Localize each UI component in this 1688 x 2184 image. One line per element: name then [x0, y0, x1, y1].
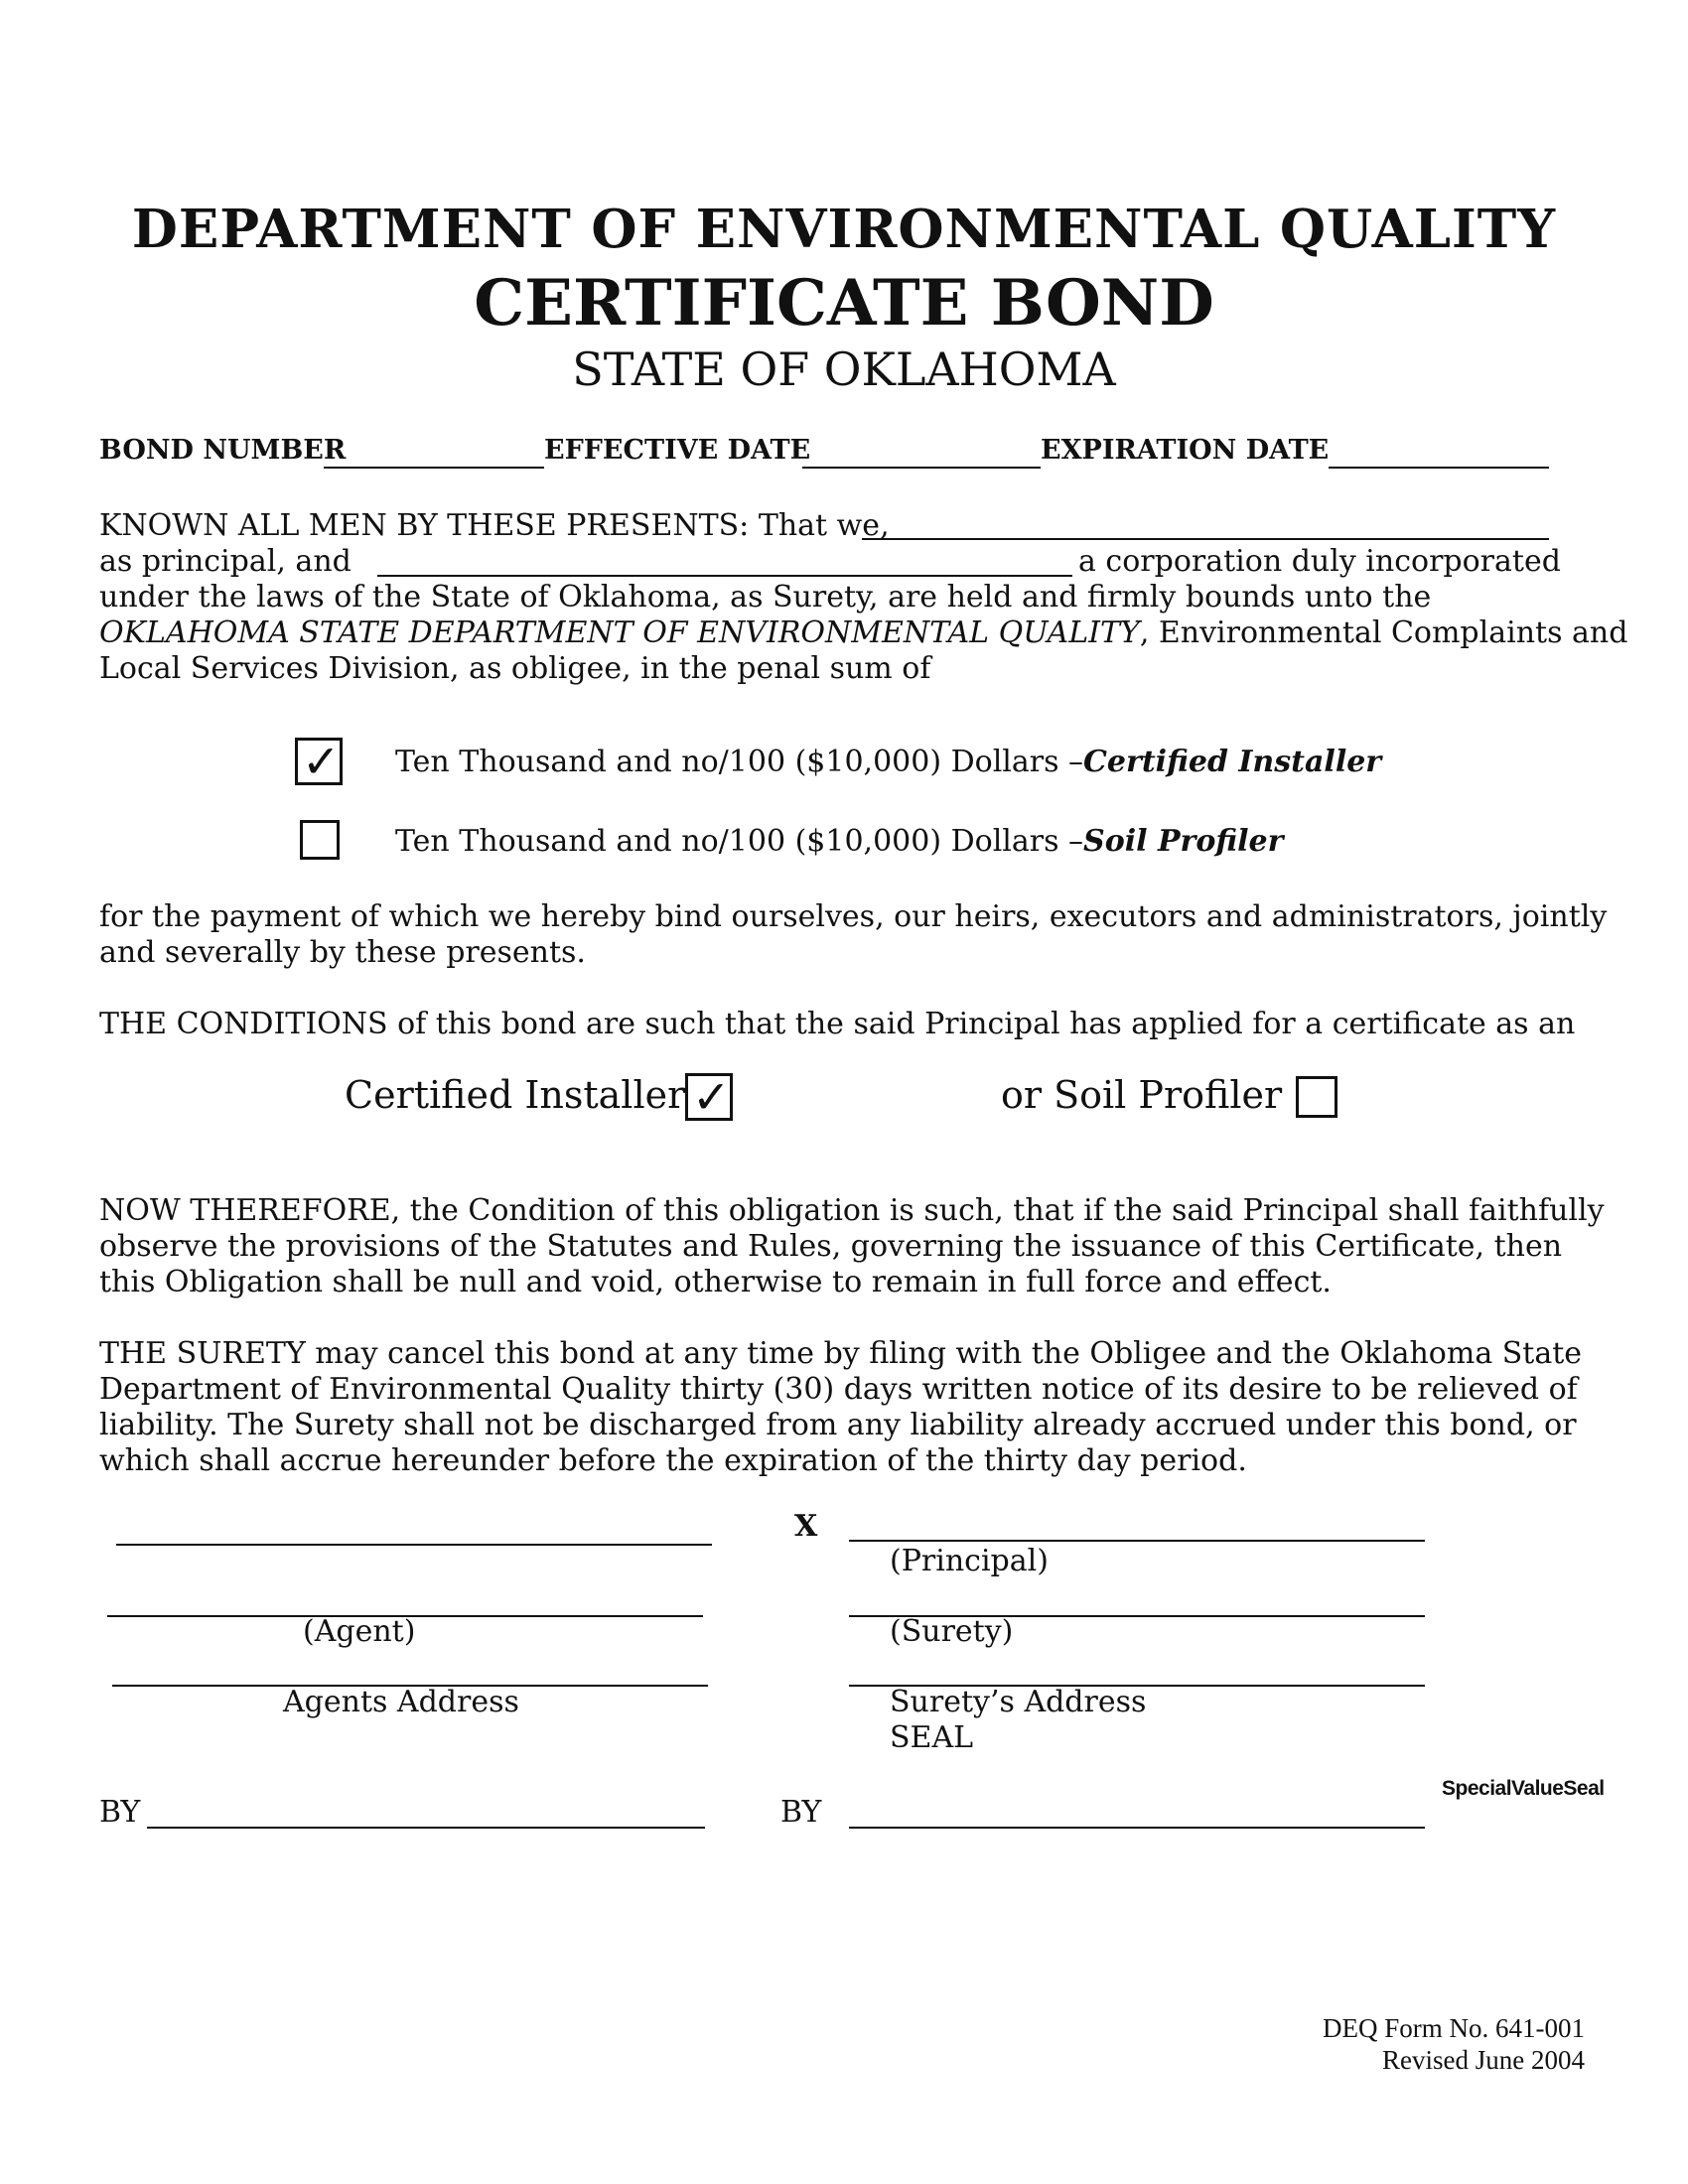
soil-profiler-sum-checkbox[interactable] [300, 820, 340, 860]
bond-number-field[interactable] [324, 467, 544, 469]
agents-address-label: Agents Address [283, 1685, 519, 1719]
sum-option-soil-profiler [395, 824, 1283, 860]
by-left-signature-line[interactable] [147, 1827, 705, 1829]
sum-option-text: Ten Thousand and no/100 ($10,000) Dollars – [395, 745, 1084, 779]
expiration-date-field[interactable] [1329, 467, 1549, 469]
by-left-label: BY [99, 1795, 141, 1830]
intro-principal-prefix: as principal, and [99, 544, 352, 579]
intro-line-4 [99, 615, 1627, 651]
now-therefore-line-3: this Obligation shall be null and void, otherwise to remain in full force and effect. [99, 1265, 1332, 1299]
document-title: CERTIFICATE BOND [474, 266, 1214, 341]
seal-label: SEAL [890, 1720, 974, 1755]
intro-line-1: KNOWN ALL MEN BY THESE PRESENTS: That we, [99, 508, 890, 543]
surety-cancel-line-2: Department of Environmental Quality thirty (30) days written notice of its desire to be relieved of [99, 1372, 1578, 1407]
department-heading: DEPARTMENT OF ENVIRONMENTAL QUALITY [131, 199, 1557, 260]
surety-name-field[interactable] [377, 575, 1072, 577]
principal-label: (Principal) [890, 1544, 1049, 1578]
by-right-label: BY [780, 1795, 822, 1830]
surety-label: (Surety) [890, 1614, 1014, 1649]
agent-label: (Agent) [303, 1614, 416, 1649]
effective-date-field[interactable] [802, 467, 1041, 469]
intro-principal-suffix: a corporation duly incorporated [1078, 544, 1561, 579]
bond-number-label: BOND NUMBER [99, 435, 347, 466]
payment-line-1: for the payment of which we hereby bind ourselves, our heirs, executors and administrators, jointly [99, 899, 1608, 934]
check-mark-icon: ✓ [302, 735, 341, 788]
by-right-signature-line[interactable] [849, 1827, 1425, 1829]
soil-profiler-label: or Soil Profiler [1001, 1073, 1283, 1117]
soil-profiler-checkbox[interactable] [1296, 1076, 1337, 1118]
certified-installer-checkbox[interactable] [685, 1070, 733, 1124]
principal-name-field[interactable] [862, 538, 1549, 540]
surety-cancel-line-3: liability. The Surety shall not be discharged from any liability already accrued under this bond, or [99, 1408, 1577, 1442]
surety-cancel-line-1: THE SURETY may cancel this bond at any time by filing with the Obligee and the Oklahoma State [99, 1336, 1583, 1371]
form-number: DEQ Form No. 641-001 [1323, 2013, 1585, 2043]
x-mark: X [794, 1509, 818, 1544]
now-therefore-line-1: NOW THEREFORE, the Condition of this obligation is such, that if the said Principal shall faithfully [99, 1193, 1605, 1228]
revised-date: Revised June 2004 [1382, 2045, 1585, 2075]
state-subtitle: STATE OF OKLAHOMA [572, 342, 1116, 396]
special-value-seal: SpecialValueSeal [1442, 1777, 1605, 1800]
expiration-date-label: EXPIRATION DATE [1041, 435, 1330, 466]
intro-line-5: Local Services Division, as obligee, in the penal sum of [99, 651, 931, 686]
check-mark-icon: ✓ [692, 1070, 731, 1124]
certified-installer-label: Certified Installer [345, 1073, 686, 1117]
sum-option-certified-installer [395, 745, 1381, 780]
surety-cancel-line-4: which shall accrue hereunder before the expiration of the thirty day period. [99, 1443, 1247, 1478]
left-signature-line[interactable] [116, 1544, 712, 1546]
sum-option-type: Certified Installer [1083, 745, 1382, 779]
now-therefore-line-2: observe the provisions of the Statutes and Rules, governing the issuance of this Certificate, then [99, 1229, 1563, 1264]
certified-installer-sum-checkbox[interactable] [295, 735, 343, 788]
obligee-name: OKLAHOMA STATE DEPARTMENT OF ENVIRONMENTAL QUALITY [99, 615, 1140, 650]
sum-option-type: Soil Profiler [1083, 824, 1284, 859]
payment-line-2: and severally by these presents. [99, 935, 586, 970]
suretys-address-label: Surety’s Address [890, 1685, 1147, 1719]
intro-line-4-rest: , Environmental Complaints and [1139, 615, 1628, 650]
sum-option-text: Ten Thousand and no/100 ($10,000) Dollars – [395, 824, 1084, 859]
conditions-text: THE CONDITIONS of this bond are such that the said Principal has applied for a certificate as an [99, 1007, 1576, 1041]
effective-date-label: EFFECTIVE DATE [544, 435, 811, 466]
principal-signature-line[interactable] [849, 1540, 1425, 1542]
intro-line-3: under the laws of the State of Oklahoma, as Surety, are held and firmly bounds unto the [99, 580, 1432, 614]
